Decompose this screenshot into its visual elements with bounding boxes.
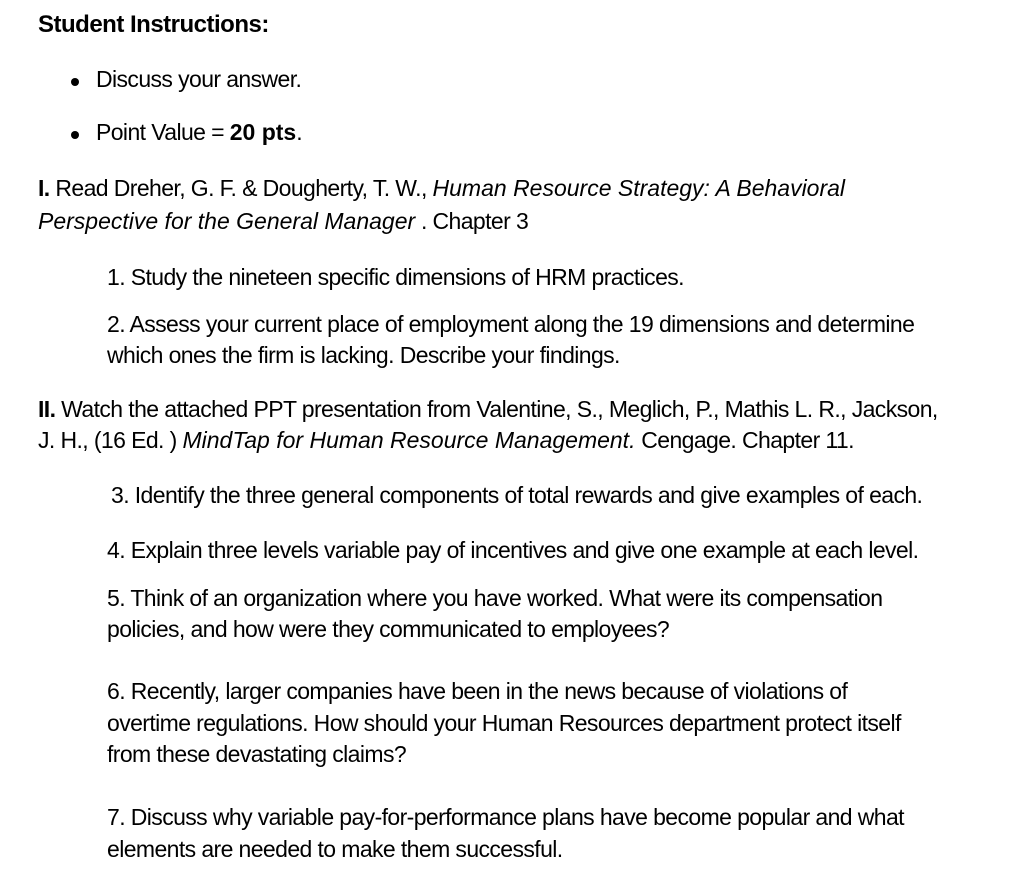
list-item: 4. Explain three levels variable pay of incentives and give one example at each level. [107,537,919,563]
section-2-intro: Watch the attached PPT presentation from Valentine, S., Meglich, P., Mathis L. R., Jackson, [55,396,938,422]
list-item-cont: policies, and how were they communicated to employees? [107,616,670,642]
list-item: 3. Identify the three general components of total rewards and give examples of each. [111,482,923,508]
list-item: 5. Think of an organization where you have worked. What were its compensation [107,585,883,611]
point-value-suffix: . [296,119,303,145]
section-1-book-title: Human Resource Strategy: A Behavioral [432,175,846,201]
bullet-dot-icon [71,78,79,86]
section-2-heading [38,398,938,421]
list-item-cont: overtime regulations. How should your Human Resources department protect itself [107,710,901,736]
bullet-item-discuss: Discuss your answer. [96,66,302,92]
list-item-cont: which ones the firm is lacking. Describe your findings. [107,342,620,368]
point-value-label: Point Value = [96,119,230,145]
list-item: 6. Recently, larger companies have been in the news because of violations of [107,678,848,704]
section-1-book-title-cont: Perspective for the General Manager [38,208,416,234]
section-2-numeral: II. [38,396,56,422]
list-item: 1. Study the nineteen specific dimensions of HRM practices. [107,264,684,290]
list-item-cont: elements are needed to make them successful. [107,836,563,862]
list-item: 2. Assess your current place of employment along the 19 dimensions and determine [107,311,915,337]
bullet-dot-icon [71,131,79,139]
section-1-chapter: . Chapter 3 [415,208,529,234]
list-item-cont: from these devastating claims? [107,741,407,767]
section-1-heading-cont [38,210,528,233]
section-2-heading-cont [38,429,854,452]
point-value-amount: 20 pts [229,119,297,145]
bullet-item-point-value [96,121,302,144]
section-2-chapter: Cengage. Chapter 11. [635,427,854,453]
section-1-numeral: I. [38,175,50,201]
section-1-intro: Read Dreher, G. F. & Dougherty, T. W., [49,175,433,201]
section-2-authors-cont: J. H., (16 Ed. ) [38,427,183,453]
list-item: 7. Discuss why variable pay-for-performance plans have become popular and what [107,804,904,830]
page-title: Student Instructions: [38,11,269,38]
section-1-heading [38,177,845,200]
section-2-book-title: MindTap for Human Resource Management. [182,427,636,453]
